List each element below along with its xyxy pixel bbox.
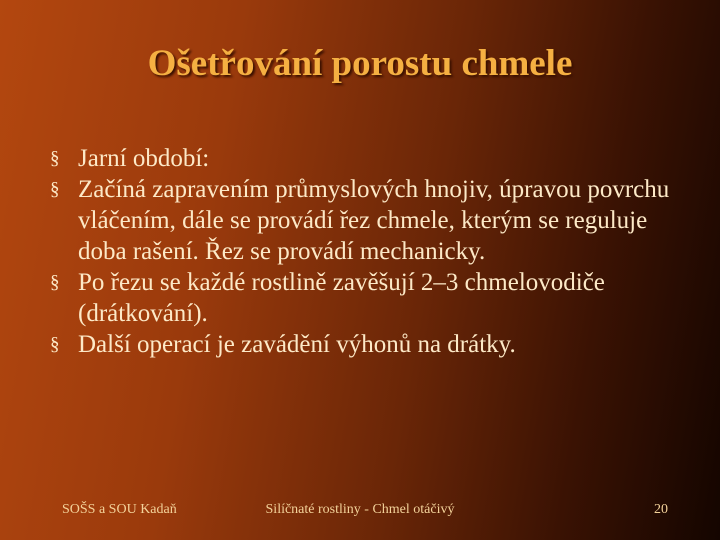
footer-topic: Silíčnaté rostliny - Chmel otáčivý: [265, 502, 455, 517]
bullet-list: [50, 143, 700, 360]
bullet-text: Další operací je zavádění výhonů na drátky.: [78, 331, 516, 358]
bullet-text: Jarní období:: [78, 145, 210, 172]
bullet-icon: §: [50, 334, 60, 355]
list-item: [50, 267, 700, 329]
bullet-icon: §: [50, 179, 60, 200]
slide-title: Ošetřování porostu chmele: [147, 43, 573, 84]
bullet-text: Po řezu se každé rostlině zavěšují 2–3 chmelovodiče (drátkování).: [78, 269, 605, 327]
list-item: [50, 143, 700, 174]
footer-school: SOŠS a SOU Kadaň: [62, 502, 177, 517]
list-item: [50, 329, 700, 360]
bullet-text: Začíná zapravením průmyslových hnojiv, úpravou povrchu vláčením, dále se provádí řez chmele, kterým se reguluje doba rašení. Řez se provádí mechanicky.: [78, 176, 670, 265]
list-item: [50, 174, 700, 267]
bullet-icon: §: [50, 148, 60, 169]
page-number: 20: [654, 502, 668, 517]
bullet-icon: §: [50, 272, 60, 293]
